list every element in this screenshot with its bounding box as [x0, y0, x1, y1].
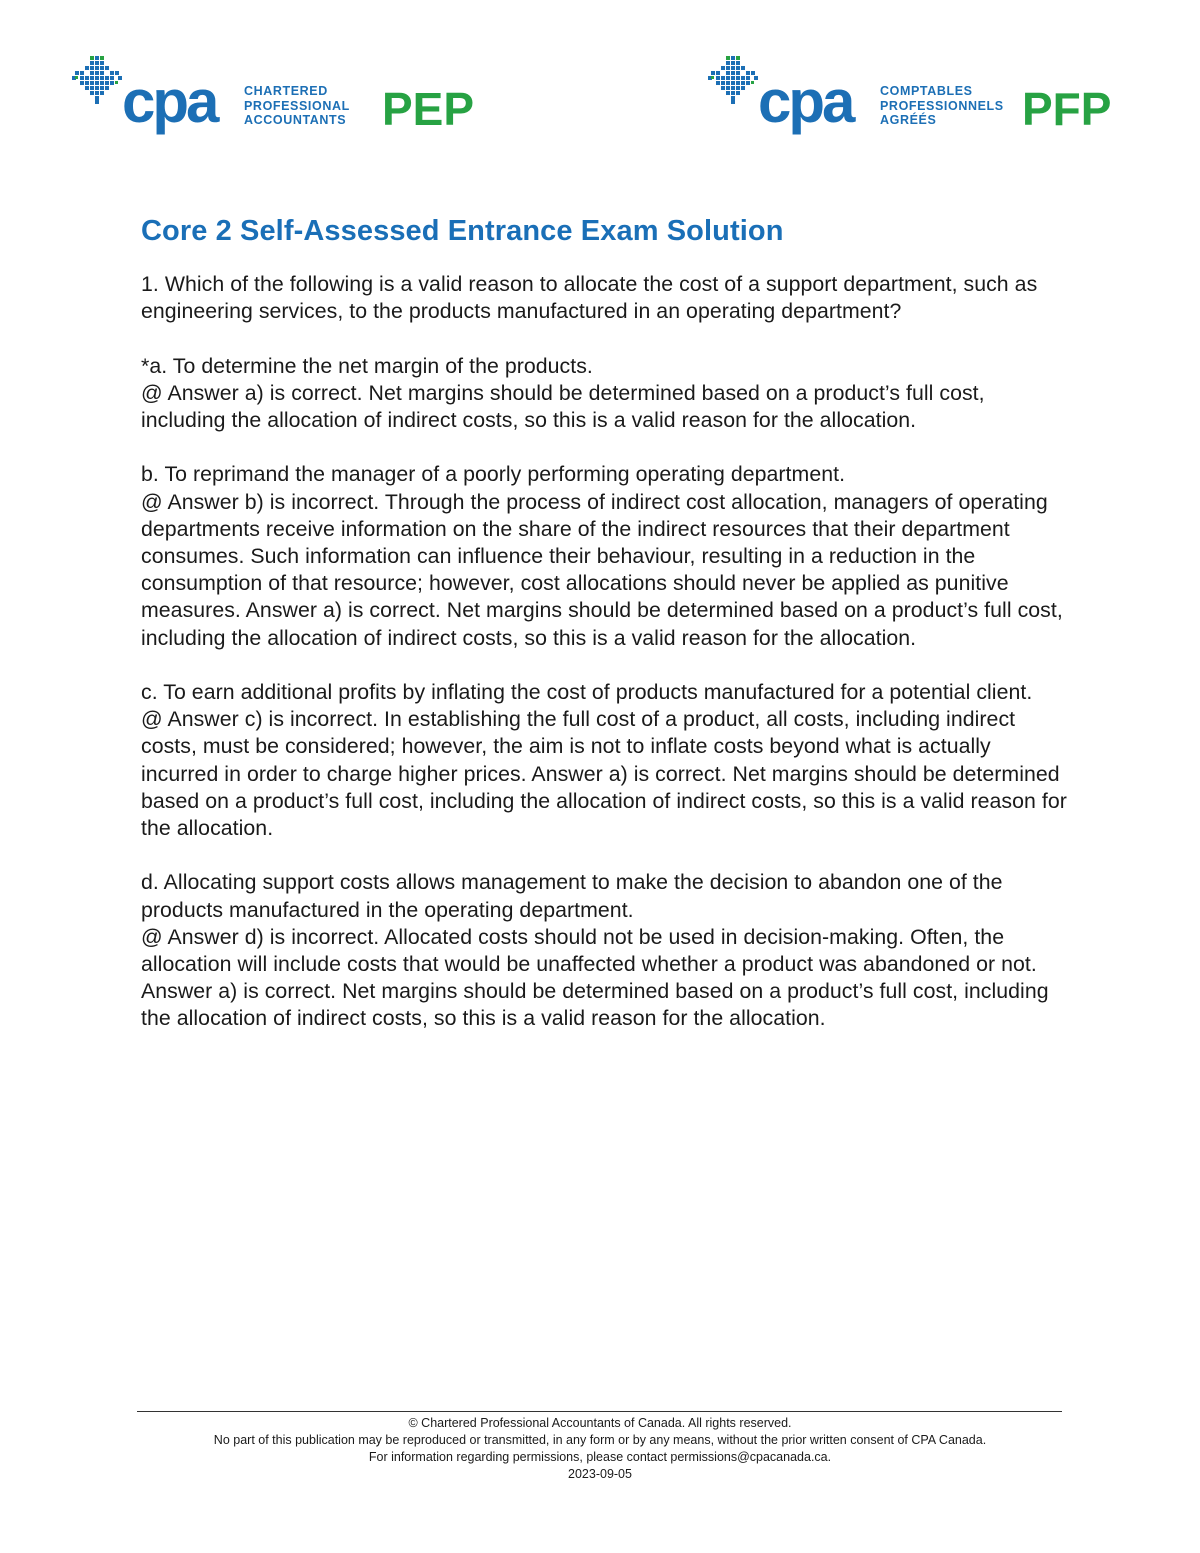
feedback-d: @ Answer d) is incorrect. Allocated costs should not be used in decision-making. Often, the allocation will include costs that would be unaffected whether a product was abandoned or not. Answer a) is correct. Net margins should be determined based on a product’s full cost, including the allocation of indirect costs, so this is a valid reason for the allocation. — [141, 924, 1049, 1031]
cpa-wordmark: cpa — [758, 68, 853, 135]
option-b: b. To reprimand the manager of a poorly performing operating department. — [141, 462, 846, 487]
maple-leaf-icon — [70, 54, 124, 108]
cpa-wordmark: cpa — [122, 68, 217, 135]
program-name: PEP — [382, 83, 475, 135]
cpa-descriptor: CHARTERED PROFESSIONAL ACCOUNTANTS — [244, 84, 350, 127]
feedback-a: @ Answer a) is correct. Net margins should be determined based on a product’s full cost, including the allocation of indirect costs, so this is a valid reason for the allocation. — [141, 380, 985, 432]
maple-leaf-icon — [706, 54, 760, 108]
cpa-descriptor: COMPTABLES PROFESSIONNELS AGRÉÉS — [880, 84, 1004, 127]
document-title: Core 2 Self-Assessed Entrance Exam Solution — [141, 215, 784, 247]
question-text: 1. Which of the following is a valid reason to allocate the cost of a support department, such as engineering services, to the products manufactured in an operating department? — [141, 272, 1038, 324]
footer-divider — [137, 1411, 1062, 1412]
footer — [100, 1415, 1100, 1483]
document-body — [141, 271, 1071, 1033]
program-name: PFP — [1022, 83, 1112, 135]
option-d: d. Allocating support costs allows management to make the decision to abandon one of the products manufactured in the operating department. — [141, 870, 1003, 922]
option-c: c. To earn additional profits by inflating the cost of products manufactured for a potential client. — [141, 680, 1033, 704]
feedback-b: @ Answer b) is incorrect. Through the process of indirect cost allocation, managers of operating departments receive information on the share of the indirect resources that their department consumes. Such information can influence their behaviour, resulting in a reduction in the consumption of that resource; however, cost allocations should never be applied as punitive measures. Answer a) is correct. Net margins should be determined based on a product’s full cost, including the allocation of indirect costs, so this is a valid reason for the allocation. — [141, 489, 1063, 650]
footer-notice: No part of this publication may be reproduced or transmitted, in any form or by any means, without the prior written consent of CPA Canada. — [213, 1433, 987, 1447]
footer-contact: For information regarding permissions, please contact permissions@cpacanada.ca. — [368, 1450, 832, 1464]
footer-date: 2023-09-05 — [568, 1467, 632, 1481]
cpa-pfp-logo — [706, 54, 1136, 140]
option-a: *a. To determine the net margin of the products. — [141, 353, 593, 378]
feedback-c: @ Answer c) is incorrect. In establishing the full cost of a product, all costs, including indirect costs, must be considered; however, the aim is not to inflate costs beyond what is actually incurred in order to charge higher prices. Answer a) is correct. Net margins should be determined based on a product’s full cost, including the allocation of indirect costs, so this is a valid reason for the allocation. — [141, 707, 1067, 841]
footer-copyright: © Chartered Professional Accountants of Canada. All rights reserved. — [408, 1416, 792, 1430]
cpa-pep-logo — [70, 54, 500, 140]
